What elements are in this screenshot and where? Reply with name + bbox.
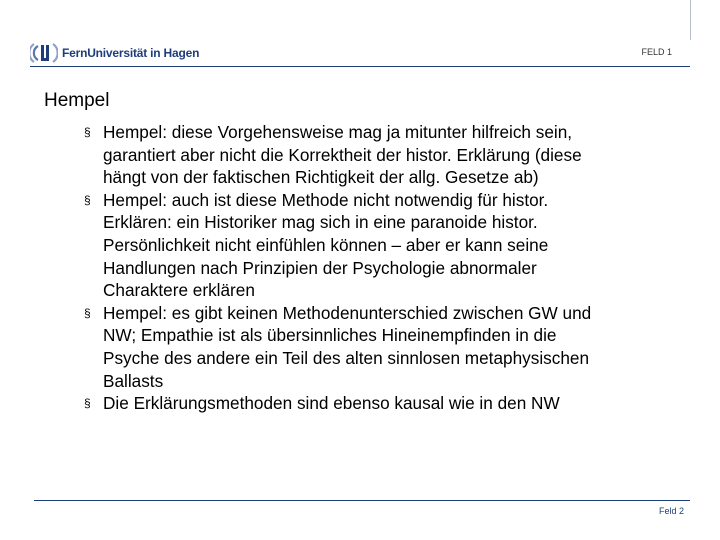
bullet-line: Persönlichkeit nicht einfühlen können – aber er kann seine (103, 234, 549, 255)
university-emblem-icon (30, 41, 58, 65)
bullet-item (84, 302, 704, 392)
bullet-square-icon: § (84, 125, 91, 139)
university-logo (30, 40, 199, 66)
bullet-line: Hempel: diese Vorgehensweise mag ja mitunter hilfreich sein, (103, 122, 573, 142)
footer-divider (34, 500, 690, 501)
bullet-square-icon: § (84, 305, 91, 320)
bullet-line: Erklären: ein Historiker mag sich in eine paranoide histor. (103, 212, 538, 233)
bullet-item (84, 189, 704, 302)
bullet-line: hängt von der faktischen Richtigkeit der allg. Gesetze ab) (103, 167, 539, 188)
bullet-item (84, 392, 704, 415)
bullet-line: Psyche des andere ein Teil des alten sinnlosen metaphysischen (103, 347, 590, 368)
bullet-line: garantiert aber nicht die Korrektheit der histor. Erklärung (diese (103, 144, 582, 165)
bullet-line: NW; Empathie ist als übersinnliches Hineinempfinden in die (103, 325, 557, 346)
bullet-list (84, 121, 704, 415)
bullet-line: Hempel: auch ist diese Methode nicht notwendig für histor. (103, 189, 549, 210)
header-divider (30, 66, 690, 67)
bullet-line: Die Erklärungsmethoden sind ebenso kausal wie in den NW (103, 393, 560, 414)
bullet-line: Ballasts (103, 370, 164, 391)
logo-text: FernUniversität in Hagen (62, 46, 200, 60)
top-right-vertical-rule (690, 0, 691, 40)
slide-label: FELD 1 (641, 47, 672, 57)
footer-label: Feld 2 (658, 506, 684, 516)
bullet-line: Charaktere erklären (103, 280, 255, 301)
bullet-line: Handlungen nach Prinzipien der Psychologie abnormaler (103, 257, 537, 278)
bullet-item (84, 121, 704, 189)
page-title: Hempel (44, 90, 110, 111)
bullet-square-icon: § (84, 396, 91, 411)
bullet-line: Hempel: es gibt keinen Methodenunterschied zwischen GW und (103, 302, 592, 323)
bullet-square-icon: § (84, 192, 91, 207)
